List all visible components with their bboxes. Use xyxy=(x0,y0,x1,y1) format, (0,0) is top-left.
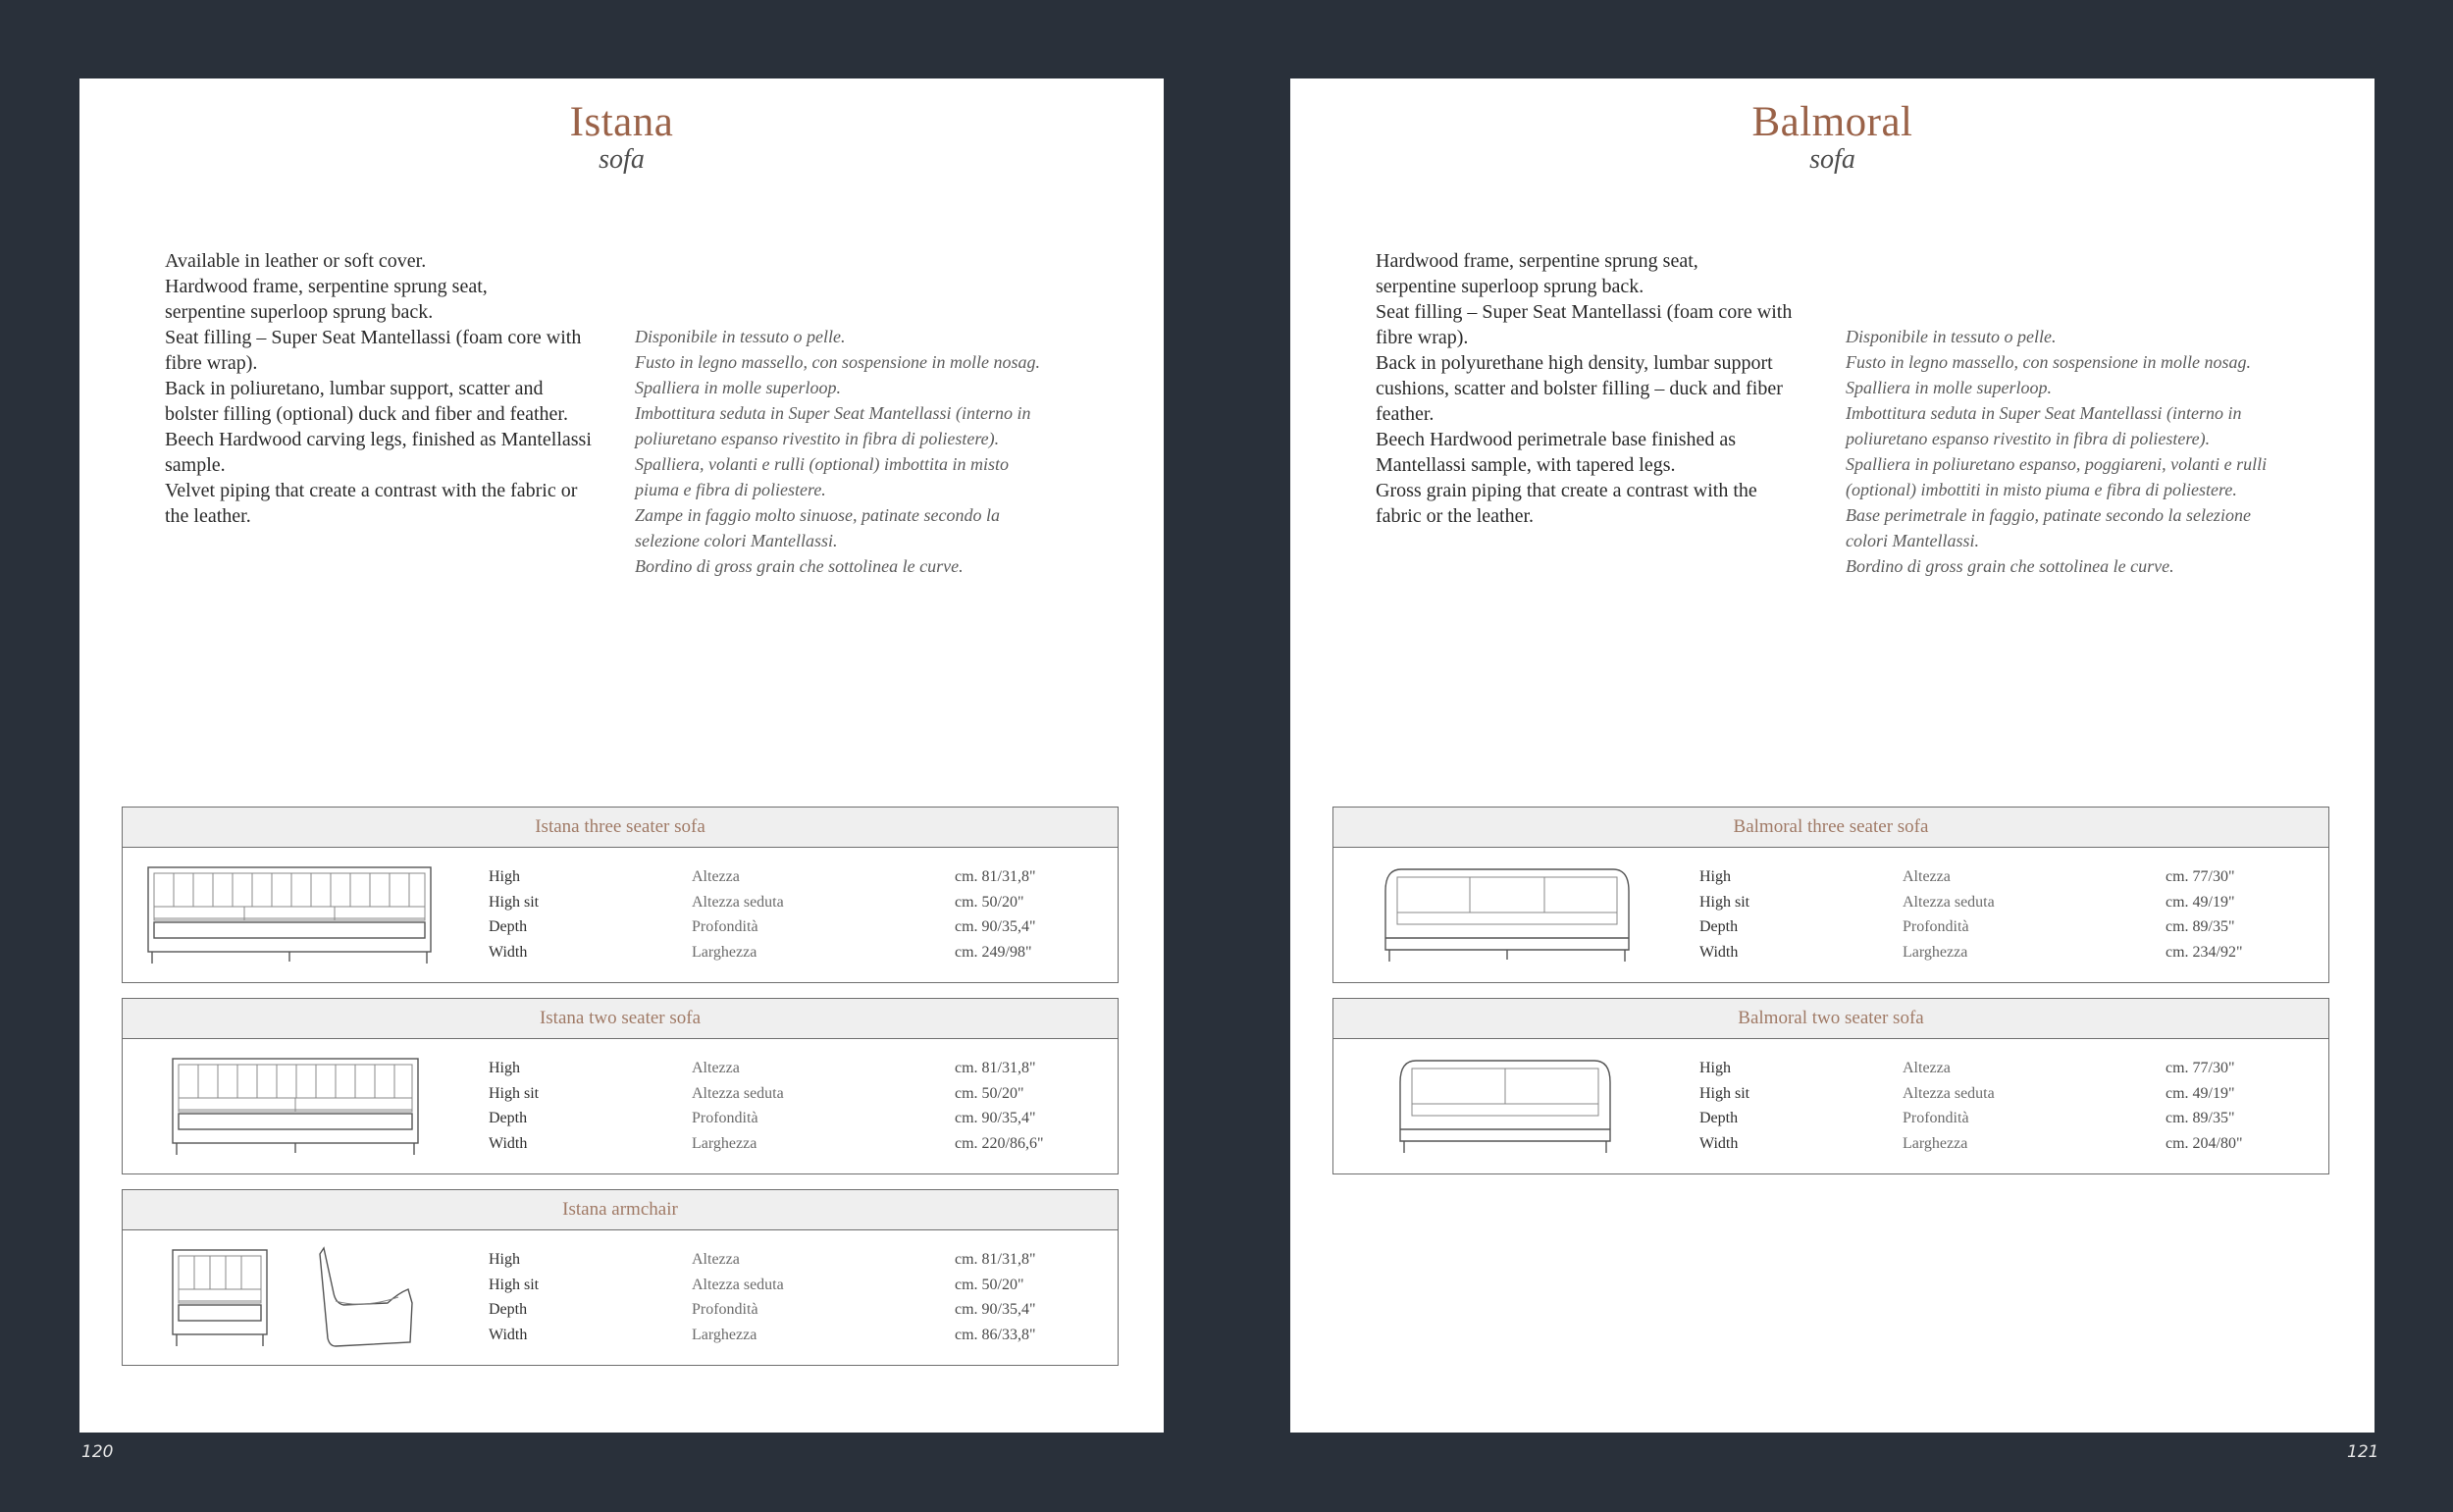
description-line: Spalliera in molle superloop. xyxy=(635,378,841,397)
description-line: Spalliera in molle superloop. xyxy=(1846,378,2052,397)
spec-label-en: Width xyxy=(489,1134,528,1152)
spec-table xyxy=(1699,1060,2308,1160)
spec-value: cm. 86/33,8" xyxy=(955,1326,1036,1343)
spec-label-en: High xyxy=(1699,868,1731,885)
spec-label-it: Altezza xyxy=(1903,1060,1951,1076)
spec-row-high-sit xyxy=(489,1277,1097,1302)
description-line: Bordino di gross grain che sottolinea le curve. xyxy=(1846,556,2174,576)
spec-value: cm. 89/35" xyxy=(2166,918,2235,935)
spec-label-it: Altezza xyxy=(692,1060,740,1076)
istana-two-seater-drawing xyxy=(167,1053,461,1161)
spec-table xyxy=(489,868,1097,968)
istana-armchair-drawing xyxy=(167,1244,481,1352)
description-line: Disponibile in tessuto o pelle. xyxy=(635,327,846,346)
istana-three-seater-drawing xyxy=(142,861,437,969)
description-line: Disponibile in tessuto o pelle. xyxy=(1846,327,2057,346)
spec-row-width xyxy=(1699,1135,2308,1161)
product-subtitle: sofa xyxy=(599,144,645,175)
spec-card-title: Istana two seater sofa xyxy=(123,999,1118,1039)
spec-label-it: Profondità xyxy=(692,1301,758,1318)
spec-row-high xyxy=(489,1251,1097,1277)
spec-label-en: High sit xyxy=(489,893,540,911)
description-line: Hardwood frame, serpentine sprung seat, serpentine superloop sprung back. xyxy=(1376,250,1698,297)
description-line: Seat filling – Super Seat Mantellassi (foam core with fibre wrap). xyxy=(1376,301,1793,348)
spec-row-high xyxy=(1699,1060,2308,1085)
spec-label-en: High xyxy=(489,1251,520,1268)
spec-card-istana-two-seater xyxy=(122,998,1119,1174)
description-line: Seat filling – Super Seat Mantellassi (foam core with fibre wrap). xyxy=(165,327,582,374)
spec-value: cm. 77/30" xyxy=(2166,1060,2235,1076)
spec-row-depth xyxy=(1699,1110,2308,1135)
spec-card-balmoral-three-seater xyxy=(1332,807,2329,983)
balmoral-two-seater-drawing xyxy=(1392,1053,1687,1161)
description-italian xyxy=(1846,324,2307,579)
spec-label-it: Altezza seduta xyxy=(1903,893,1995,911)
product-title: Istana xyxy=(569,99,674,145)
spec-label-en: High xyxy=(1699,1060,1731,1076)
balmoral-three-seater-drawing xyxy=(1378,861,1672,969)
spec-row-depth xyxy=(489,918,1097,944)
description-line: Spalliera, volanti e rulli (optional) imbottita in misto piuma e fibra di poliestere. xyxy=(635,454,1009,499)
spec-table xyxy=(489,1251,1097,1351)
spec-label-en: Width xyxy=(1699,943,1739,961)
spec-value: cm. 220/86,6" xyxy=(955,1134,1044,1152)
product-subtitle: sofa xyxy=(1809,144,1855,175)
catalog-page-right xyxy=(1290,78,2375,1433)
spec-row-high-sit xyxy=(1699,894,2308,919)
spec-value: cm. 50/20" xyxy=(955,893,1024,911)
spec-card-title: Balmoral two seater sofa xyxy=(1333,999,2328,1039)
spec-table xyxy=(489,1060,1097,1160)
spec-label-it: Larghezza xyxy=(1903,1134,1968,1152)
spec-value: cm. 90/35,4" xyxy=(955,1301,1036,1318)
spec-row-high xyxy=(489,868,1097,894)
spec-value: cm. 249/98" xyxy=(955,943,1032,961)
spec-row-depth xyxy=(489,1110,1097,1135)
spec-value: cm. 50/20" xyxy=(955,1084,1024,1102)
spec-label-it: Profondità xyxy=(692,918,758,935)
description-line: Bordino di gross grain che sottolinea le curve. xyxy=(635,556,964,576)
spec-label-en: High sit xyxy=(489,1276,540,1293)
spec-label-en: Depth xyxy=(1699,918,1739,935)
description-line: Gross grain piping that create a contrast with the fabric or the leather. xyxy=(1376,480,1757,527)
spec-row-depth xyxy=(489,1301,1097,1327)
spec-label-it: Altezza seduta xyxy=(1903,1084,1995,1102)
description-line: Fusto in legno massello, con sospensione in molle nosag. xyxy=(1846,352,2251,372)
spec-value: cm. 81/31,8" xyxy=(955,1251,1036,1268)
spec-row-high xyxy=(1699,868,2308,894)
spec-row-high-sit xyxy=(1699,1085,2308,1111)
spec-value: cm. 90/35,4" xyxy=(955,1110,1036,1126)
spec-label-en: Depth xyxy=(489,918,528,935)
description-line: Zampe in faggio molto sinuose, patinate secondo la selezione colori Mantellassi. xyxy=(635,505,1000,550)
spec-label-en: Width xyxy=(489,943,528,961)
description-line: Imbottitura seduta in Super Seat Mantellassi (interno in poliuretano espanso rivestito in fibra di poliestere). xyxy=(635,403,1031,448)
spec-value: cm. 81/31,8" xyxy=(955,868,1036,885)
description-english xyxy=(165,248,606,529)
spec-row-depth xyxy=(1699,918,2308,944)
spec-value: cm. 77/30" xyxy=(2166,868,2235,885)
spec-label-it: Profondità xyxy=(692,1110,758,1126)
description-english xyxy=(1376,248,1817,529)
spec-label-en: Width xyxy=(1699,1134,1739,1152)
description-line: Velvet piping that create a contrast with the fabric or the leather. xyxy=(165,480,578,527)
spec-table xyxy=(1699,868,2308,968)
spec-row-high-sit xyxy=(489,1085,1097,1111)
spec-label-it: Altezza seduta xyxy=(692,893,784,911)
spec-value: cm. 234/92" xyxy=(2166,943,2243,961)
spec-value: cm. 204/80" xyxy=(2166,1134,2243,1152)
spec-card-istana-three-seater xyxy=(122,807,1119,983)
spec-label-it: Altezza seduta xyxy=(692,1276,784,1293)
spec-label-it: Larghezza xyxy=(692,1134,757,1152)
description-line: Spalliera in poliuretano espanso, poggiareni, volanti e rulli (optional) imbottiti in misto piuma e fibra di poliestere. xyxy=(1846,454,2268,499)
spec-label-it: Altezza xyxy=(692,1251,740,1268)
description-line: Fusto in legno massello, con sospensione in molle nosag. xyxy=(635,352,1040,372)
spec-label-en: Depth xyxy=(489,1301,528,1318)
spec-card-balmoral-two-seater xyxy=(1332,998,2329,1174)
page-number-left: 120 xyxy=(81,1442,114,1462)
spec-label-en: High sit xyxy=(1699,1084,1750,1102)
spec-label-it: Larghezza xyxy=(692,943,757,961)
product-title: Balmoral xyxy=(1751,99,1913,145)
description-line: Imbottitura seduta in Super Seat Mantellassi (interno in poliuretano espanso rivestito in fibra di poliestere). xyxy=(1846,403,2242,448)
description-line: Base perimetrale in faggio, patinate secondo la selezione colori Mantellassi. xyxy=(1846,505,2251,550)
spec-row-high-sit xyxy=(489,894,1097,919)
spec-label-it: Profondità xyxy=(1903,1110,1969,1126)
spec-value: cm. 81/31,8" xyxy=(955,1060,1036,1076)
spec-label-en: High xyxy=(489,1060,520,1076)
spec-label-en: Depth xyxy=(1699,1110,1739,1126)
page-number-right: 121 xyxy=(2347,1442,2379,1462)
spec-row-width xyxy=(489,944,1097,969)
spec-label-en: Depth xyxy=(489,1110,528,1126)
spec-card-title: Istana armchair xyxy=(123,1190,1118,1230)
description-line: Back in poliuretano, lumbar support, scatter and bolster filling (optional) duck and fiber and feather. xyxy=(165,378,568,425)
spec-value: cm. 89/35" xyxy=(2166,1110,2235,1126)
spec-row-high xyxy=(489,1060,1097,1085)
description-italian xyxy=(635,324,1096,579)
description-line: Beech Hardwood carving legs, finished as Mantellassi sample. xyxy=(165,429,592,476)
spec-card-istana-armchair xyxy=(122,1189,1119,1366)
spec-row-width xyxy=(489,1327,1097,1352)
spec-row-width xyxy=(489,1135,1097,1161)
spec-label-it: Altezza seduta xyxy=(692,1084,784,1102)
spec-label-en: Width xyxy=(489,1326,528,1343)
spec-value: cm. 90/35,4" xyxy=(955,918,1036,935)
spec-label-en: High sit xyxy=(1699,893,1750,911)
spec-label-en: High xyxy=(489,868,520,885)
spec-label-it: Altezza xyxy=(1903,868,1951,885)
description-line: Hardwood frame, serpentine sprung seat, serpentine superloop sprung back. xyxy=(165,276,488,323)
spec-label-it: Larghezza xyxy=(692,1326,757,1343)
spec-value: cm. 49/19" xyxy=(2166,1084,2235,1102)
catalog-page-left xyxy=(79,78,1164,1433)
spec-label-it: Larghezza xyxy=(1903,943,1968,961)
description-line: Back in polyurethane high density, lumbar support cushions, scatter and bolster filling – duck and fiber feather. xyxy=(1376,352,1783,425)
description-line: Beech Hardwood perimetrale base finished as Mantellassi sample, with tapered legs. xyxy=(1376,429,1737,476)
spec-value: cm. 50/20" xyxy=(955,1276,1024,1293)
spec-label-it: Profondità xyxy=(1903,918,1969,935)
spec-row-width xyxy=(1699,944,2308,969)
description-line: Available in leather or soft cover. xyxy=(165,250,427,272)
spec-label-en: High sit xyxy=(489,1084,540,1102)
spec-label-it: Altezza xyxy=(692,868,740,885)
spec-card-title: Balmoral three seater sofa xyxy=(1333,808,2328,848)
spec-card-title: Istana three seater sofa xyxy=(123,808,1118,848)
spec-value: cm. 49/19" xyxy=(2166,893,2235,911)
